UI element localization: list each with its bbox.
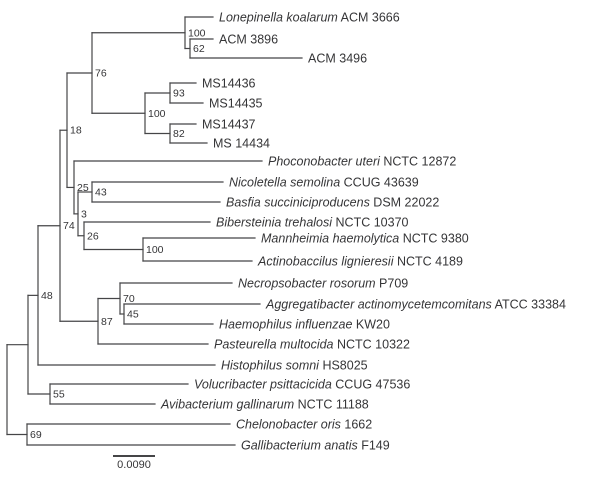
taxon-label: Basfia succiniciproducens DSM 22022 xyxy=(226,195,440,210)
taxon-label: Volucribacter psittacicida CCUG 47536 xyxy=(194,377,411,392)
taxon-label: Phoconobacter uteri NCTC 12872 xyxy=(268,154,457,169)
bootstrap-label: 3 xyxy=(81,208,87,221)
bootstrap-label: 45 xyxy=(127,308,139,321)
taxon-label: Pasteurella multocida NCTC 10322 xyxy=(214,337,410,352)
taxon-label: MS 14434 xyxy=(213,136,270,151)
taxon-label: Avibacterium gallinarum NCTC 11188 xyxy=(161,397,369,412)
bootstrap-label: 25 xyxy=(77,181,89,194)
taxon-label: ACM 3896 xyxy=(219,32,279,47)
taxon-label: Histophilus somni HS8025 xyxy=(221,358,368,373)
bootstrap-label: 100 xyxy=(146,244,164,256)
bootstrap-label: 74 xyxy=(63,220,75,233)
taxon-label: MS14435 xyxy=(209,96,263,111)
bootstrap-label: 100 xyxy=(148,107,166,120)
bootstrap-label: 62 xyxy=(193,43,205,55)
bootstrap-label: 70 xyxy=(123,293,135,305)
bootstrap-label: 43 xyxy=(95,186,107,199)
bootstrap-label: 82 xyxy=(173,128,185,140)
bootstrap-label: 48 xyxy=(41,289,53,302)
bootstrap-label: 100 xyxy=(188,27,206,40)
bootstrap-label: 69 xyxy=(30,429,42,441)
bootstrap-label: 55 xyxy=(53,388,65,401)
taxon-label: MS14437 xyxy=(202,117,256,132)
taxon-label: Chelonobacter oris 1662 xyxy=(236,417,373,432)
taxon-label: Bibersteinia trehalosi NCTC 10370 xyxy=(216,215,409,230)
taxon-label: Nicoletella semolina CCUG 43639 xyxy=(229,175,419,190)
taxon-label: MS14436 xyxy=(202,76,256,91)
taxon-label: Necropsobacter rosorum P709 xyxy=(238,276,409,291)
taxon-label: Haemophilus influenzae KW20 xyxy=(219,317,390,332)
taxon-label: Gallibacterium anatis F149 xyxy=(241,438,390,453)
scale-bar-label: 0.0090 xyxy=(117,459,151,471)
bootstrap-label: 18 xyxy=(70,124,82,137)
taxon-label: Aggregatibacter actinomycetemcomitans ATCC 33384 xyxy=(266,297,566,312)
bootstrap-label: 87 xyxy=(101,315,113,328)
bootstrap-label: 26 xyxy=(87,230,99,243)
scale-bar xyxy=(113,455,155,457)
taxon-label: Lonepinella koalarum ACM 3666 xyxy=(219,10,400,25)
bootstrap-label: 76 xyxy=(95,67,107,80)
taxon-label: ACM 3496 xyxy=(308,51,368,66)
taxon-label: Mannheimia haemolytica NCTC 9380 xyxy=(261,231,469,246)
bootstrap-label: 93 xyxy=(173,87,185,100)
taxon-label: Actinobaccilus lignieresii NCTC 4189 xyxy=(258,254,463,269)
